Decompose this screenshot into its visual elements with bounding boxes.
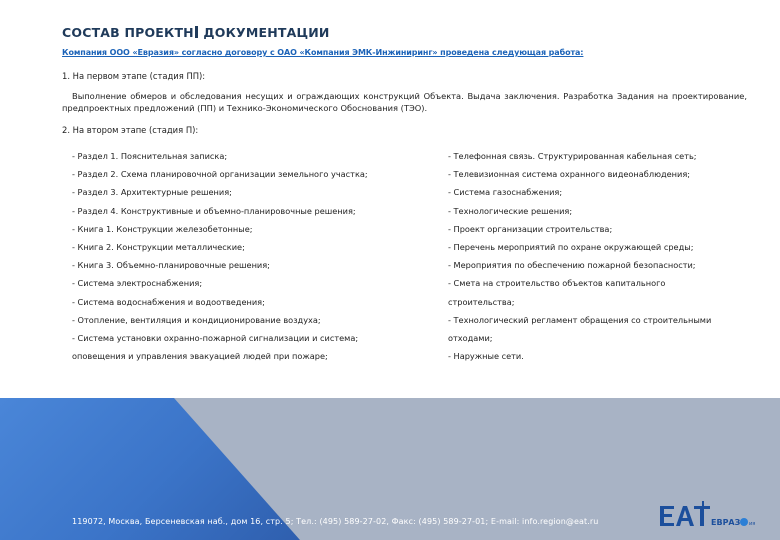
- stage-2-heading: 2. На втором этапе (стадия П):: [62, 125, 199, 135]
- list-item: - Раздел 3. Архитектурные решения;: [72, 187, 232, 198]
- list-item: - Технологический регламент обращения со строительными: [448, 314, 712, 325]
- list-item: - Система водоснабжения и водоотведения;: [72, 296, 265, 307]
- list-item: - Телефонная связь. Структурированная кабельная сеть;: [448, 151, 697, 161]
- stage-1-heading: 1. На первом этапе (стадия ПП):: [62, 71, 206, 81]
- svg-text:ия: ия: [749, 521, 756, 527]
- stage-1-text: Выполнение обмеров и обследования несущих и ограждающих конструкций Объекта. Выдача заключения. Разработка Задания на проектирование, предпроектных предложений (ПП) и Технико-Экономического Обоснования (ТЭО).: [62, 91, 747, 113]
- list-item: строительства;: [448, 296, 515, 307]
- list-item: - Раздел 2. Схема планировочной организации земельного участка;: [72, 169, 368, 180]
- footer-contact-info: 119072, Москва, Берсеневская наб., дом 16, стр. 5; Тел.: (495) 589-27-02, Факс: (495) 589-27-01; E-mail: info.region@eat.ru: [72, 517, 599, 526]
- list-item: - Книга 2. Конструкции металлические;: [72, 241, 245, 252]
- list-item: отходами;: [448, 332, 493, 343]
- title-part-2: ДОКУМЕНТАЦИИ: [198, 25, 330, 40]
- title-part-1: СОСТАВ ПРОЕКТН: [62, 25, 194, 40]
- right-column-list: [448, 150, 711, 368]
- list-item: - Система газоснабжения;: [448, 187, 563, 198]
- list-item: - Перечень мероприятий по охране окружающей среды;: [448, 241, 694, 252]
- list-item: - Раздел 4. Конструктивные и объемно-планировочные решения;: [72, 205, 356, 216]
- list-item: - Проект организации строительства;: [448, 223, 613, 234]
- eat-logo-icon: [658, 500, 756, 532]
- page-title: [62, 25, 330, 40]
- left-column-list: [72, 150, 368, 368]
- title-cursor-mark: [195, 26, 198, 38]
- list-item: - Смета на строительство объектов капитального: [448, 278, 666, 289]
- list-item: - Система электроснабжения;: [72, 278, 203, 289]
- intro-link[interactable]: Компания ООО «Евразия» согласно договору с ОАО «Компания ЭМК-Инжиниринг» проведена следующая работа:: [62, 48, 584, 57]
- list-item: - Система установки охранно-пожарной сигнализации и система;: [72, 332, 359, 343]
- list-item: - Книга 3. Объемно-планировочные решения;: [72, 260, 270, 271]
- list-item: - Мероприятия по обеспечению пожарной безопасности;: [448, 260, 696, 271]
- svg-text:ЕВРАЗ: ЕВРАЗ: [711, 518, 741, 527]
- list-item: - Технологические решения;: [448, 205, 573, 216]
- list-item: - Отопление, вентиляция и кондиционирование воздуха;: [72, 314, 321, 325]
- list-item: - Телевизионная система охранного видеонаблюдения;: [448, 169, 691, 180]
- company-logo: [658, 500, 756, 532]
- list-item: оповещения и управления эвакуацией людей при пожаре;: [72, 351, 328, 362]
- list-item: - Раздел 1. Пояснительная записка;: [72, 151, 228, 161]
- list-item: - Книга 1. Конструкции железобетонные;: [72, 223, 253, 234]
- list-item: - Наружные сети.: [448, 351, 524, 362]
